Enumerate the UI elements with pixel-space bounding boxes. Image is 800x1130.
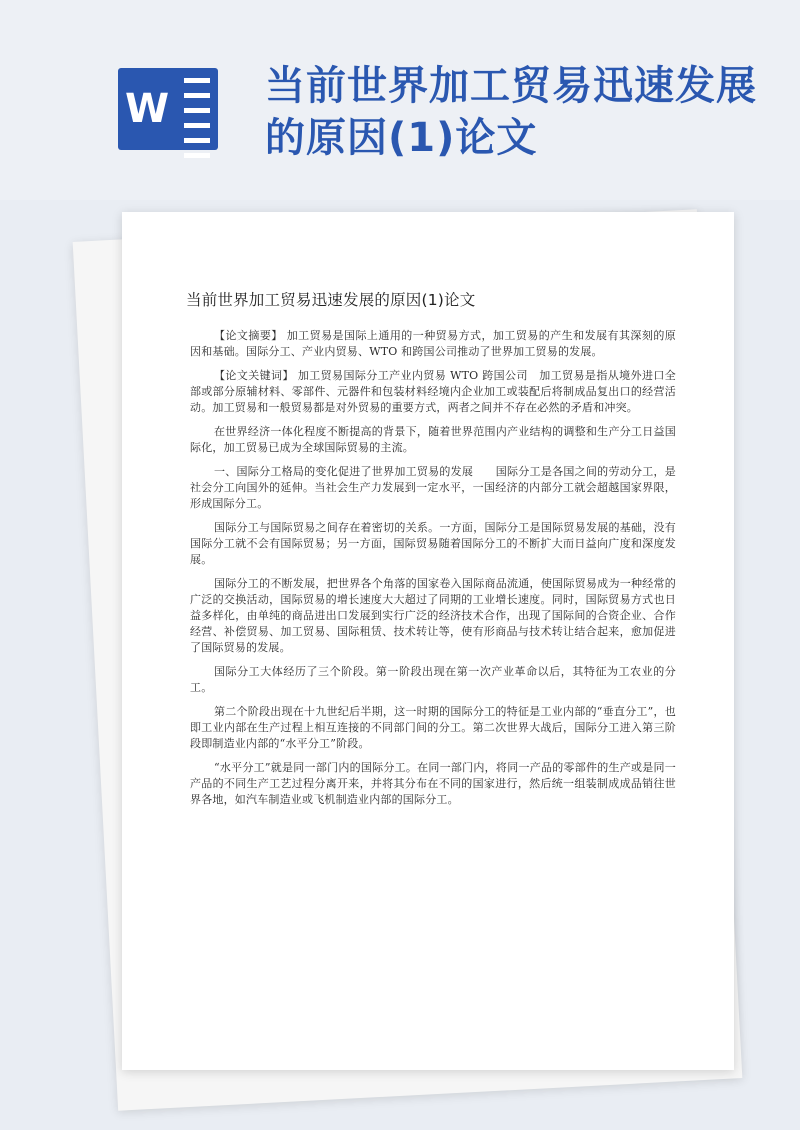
document-title: 当前世界加工贸易迅速发展的原因(1)论文: [186, 291, 476, 309]
paragraph-text: 加工贸易国际分工产业内贸易 WTO 跨国公司 加工贸易是指从境外进口全部或部分原辅材料、零部件、元器件和包装材料经境内企业加工或装配后将制成品复出口的经营活动。加工贸易和一般贸易都是对外贸易的重要方式，两者之间并不存在必然的矛盾和冲突。: [190, 369, 677, 414]
paragraph-keywords: [190, 368, 676, 416]
paragraph: 国际分工与国际贸易之间存在着密切的关系。一方面，国际分工是国际贸易发展的基础，没有国际分工就不会有国际贸易；另一方面，国际贸易随着国际分工的不断扩大而日益向广度和深度发展。: [190, 521, 676, 566]
paragraph-lead: 【论文关键词】: [214, 369, 294, 382]
word-document-icon: [118, 68, 218, 150]
paragraph: 国际分工的不断发展，把世界各个角落的国家卷入国际商品流通，使国际贸易成为一种经常的广泛的交换活动，国际贸易的增长速度大大超过了同期的工业增长速度。同时，国际贸易方式也日益多样化，由单纯的商品进出口发展到实行广泛的经济技术合作，出现了国际间的合资企业、合作经营、补偿贸易、加工贸易、国际租赁、技术转让等，使有形商品与技术转让结合起来，愈加促进了国际贸易的发展。: [190, 577, 676, 654]
word-icon-letter: W: [118, 68, 176, 150]
word-icon-lines: [176, 68, 218, 150]
paragraph: 第二个阶段出现在十九世纪后半期，这一时期的国际分工的特征是工业内部的“垂直分工”，也即工业内部在生产过程上相互连接的不同部门间的分工。第二次世界大战后，国际分工进入第三阶段即制造业内部的“水平分工”阶段。: [190, 705, 676, 750]
banner: [0, 0, 800, 200]
paragraph: 在世界经济一体化程度不断提高的背景下，随着世界范围内产业结构的调整和生产分工日益国际化，加工贸易已成为全球国际贸易的主流。: [190, 425, 676, 454]
paragraph-lead: 【论文摘要】: [214, 329, 283, 342]
paragraph: “水平分工”就是同一部门内的国际分工。在同一部门内，将同一产品的零部件的生产或是同一产品的不同生产工艺过程分离开来，并将其分布在不同的国家进行，然后统一组装制成成品销往世界各地，如汽车制造业或飞机制造业内部的国际分工。: [190, 761, 676, 806]
paragraph-abstract: [190, 328, 676, 360]
banner-title: 当前世界加工贸易迅速发展的原因(1)论文: [265, 63, 757, 161]
document-body: [190, 328, 676, 808]
paragraph: 国际分工大体经历了三个阶段。第一阶段出现在第一次产业革命以后，其特征为工农业的分工。: [190, 665, 676, 694]
document-page: [122, 212, 734, 1070]
paragraph-text: 加工贸易是国际上通用的一种贸易方式，加工贸易的产生和发展有其深刻的原因和基础。国际分工、产业内贸易、WTO 和跨国公司推动了世界加工贸易的发展。: [190, 329, 676, 358]
paragraph: 一、国际分工格局的变化促进了世界加工贸易的发展 国际分工是各国之间的劳动分工，是社会分工向国外的延伸。当社会生产力发展到一定水平，一国经济的内部分工就会超越国家界限，形成国际分工。: [190, 465, 676, 510]
